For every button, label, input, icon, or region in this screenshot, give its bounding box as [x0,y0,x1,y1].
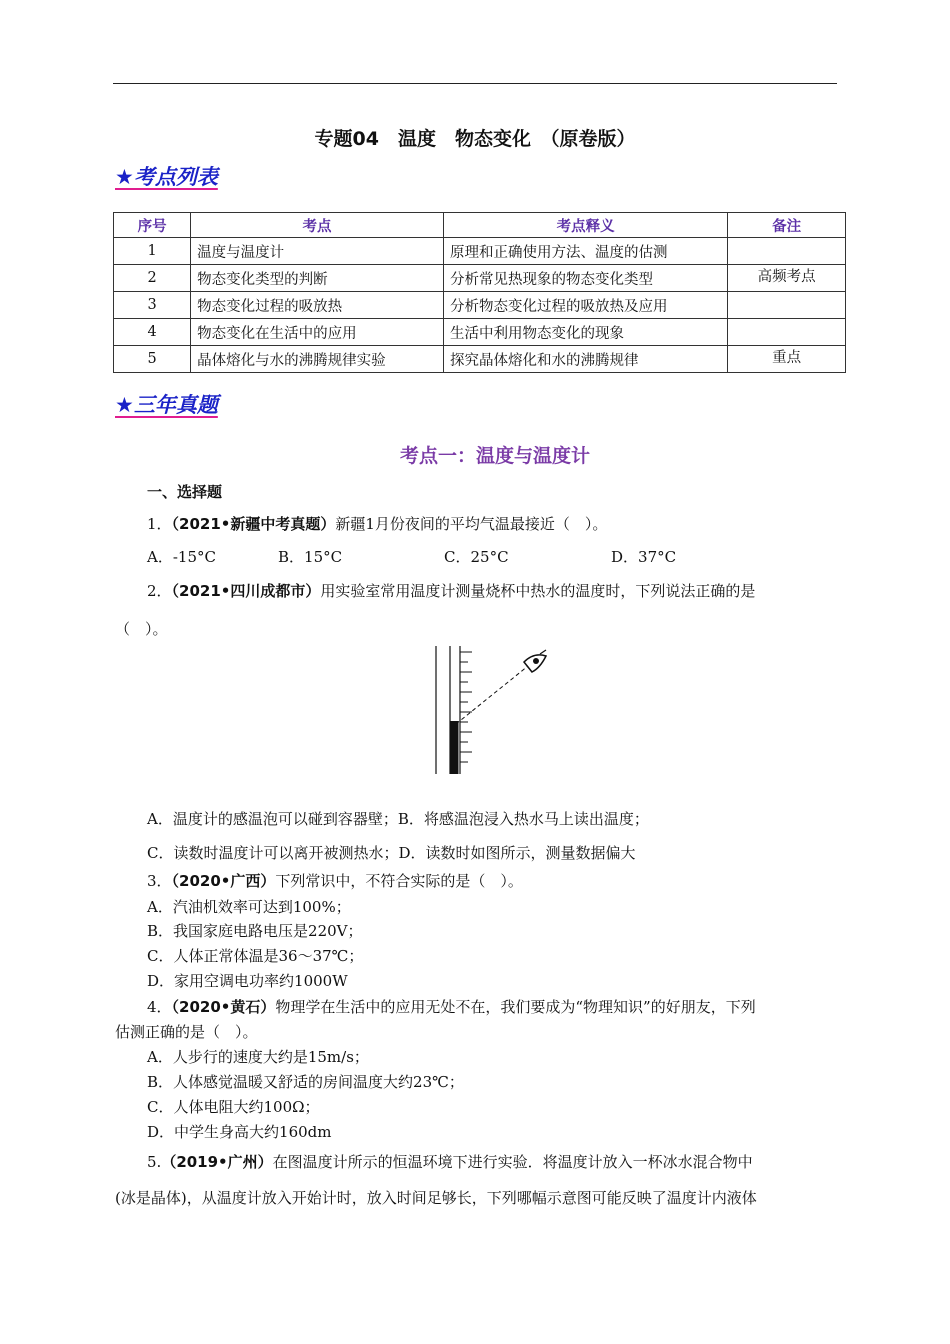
part-heading: 一、选择题 [147,483,223,501]
row-note [728,292,846,319]
q4-option-d: D．中学生身高大约160dm [147,1123,332,1141]
question-2: 2．（2021•四川成都市）用实验室常用温度计测量烧杯中热水的温度时，下列说法正确的是 [147,582,756,600]
q4-option-c: C．人体电阻大约100Ω； [147,1098,320,1116]
document-title: 专题04 温度 物态变化 （原卷版） [314,128,636,150]
eye-icon [524,650,546,672]
q4-option-b: B．人体感觉温暖又舒适的房间温度大约23℃； [147,1073,464,1091]
q4-option-a: A．人步行的速度大约是15m/s； [147,1048,369,1066]
question-1: 1．（2021•新疆中考真题）新疆1月份夜间的平均气温最接近（ ）。 [147,515,608,533]
question-3: 3．（2020•广西）下列常识中，不符合实际的是（ ）。 [147,872,523,890]
row-number: 1 [114,238,191,265]
section-heading-list: ★考点列表 [115,165,218,189]
row-note: 重点 [728,346,846,373]
q2-options-ab: A．温度计的感温泡可以碰到容器壁；B．将感温泡浸入热水马上读出温度； [147,810,649,828]
q1-option-d: D．37°C [611,548,677,566]
thermometer-figure [428,644,558,778]
row-desc: 分析物态变化过程的吸放热及应用 [443,292,727,319]
row-number: 3 [114,292,191,319]
row-note [728,238,846,265]
row-desc: 分析常见热现象的物态变化类型 [443,265,727,292]
row-note [728,319,846,346]
table-row [114,292,846,319]
header-cell: 序号 [114,213,191,238]
row-point: 晶体熔化与水的沸腾规律实验 [191,346,444,373]
header-rule [113,83,837,84]
header-cell: 备注 [728,213,846,238]
q3-option-c: C．人体正常体温是36～37℃； [147,947,364,965]
row-desc: 探究晶体熔化和水的沸腾规律 [443,346,727,373]
q3-option-d: D．家用空调电功率约1000W [147,972,348,990]
section-heading-exam: ★三年真题 [115,393,218,417]
q1-option-a: A．-15°C [147,548,216,566]
q3-option-a: A．汽油机效率可达到100%； [147,898,351,916]
q2-options-cd: C．读数时温度计可以离开被测热水；D．读数时如图所示，测量数据偏大 [147,844,636,862]
q1-option-c: C．25°C [444,548,509,566]
row-desc: 生活中利用物态变化的现象 [443,319,727,346]
header-cell: 考点 [191,213,444,238]
header-cell: 考点释义 [443,213,727,238]
table-row [114,346,846,373]
q3-option-b: B．我国家庭电路电压是220V； [147,922,363,940]
row-desc: 原理和正确使用方法、温度的估测 [443,238,727,265]
q1-option-b: B．15°C [278,548,343,566]
question-4-cont: 估测正确的是（ ）。 [115,1023,258,1041]
question-5-cont: (冰是晶体)，从温度计放入开始计时，放入时间足够长，下列哪幅示意图可能反映了温度计内液体 [115,1189,757,1207]
table-row [114,319,846,346]
row-point: 物态变化过程的吸放热 [191,292,444,319]
row-number: 2 [114,265,191,292]
topic-heading: 考点一：温度与温度计 [399,445,590,467]
row-number: 5 [114,346,191,373]
question-4: 4．（2020•黄石）物理学在生活中的应用无处不在，我们要成为“物理知识”的好朋友，下列 [147,998,756,1016]
question-2-cont: （ ）。 [115,620,168,638]
table-header-row [114,213,846,238]
row-point: 温度与温度计 [191,238,444,265]
row-note: 高频考点 [728,265,846,292]
table-row [114,238,846,265]
table-row [114,265,846,292]
question-5: 5.（2019•广州）在图温度计所示的恒温环境下进行实验．将温度计放入一杯冰水混合物中 [147,1153,753,1171]
row-point: 物态变化类型的判断 [191,265,444,292]
row-point: 物态变化在生活中的应用 [191,319,444,346]
topic-table [113,212,846,373]
row-number: 4 [114,319,191,346]
